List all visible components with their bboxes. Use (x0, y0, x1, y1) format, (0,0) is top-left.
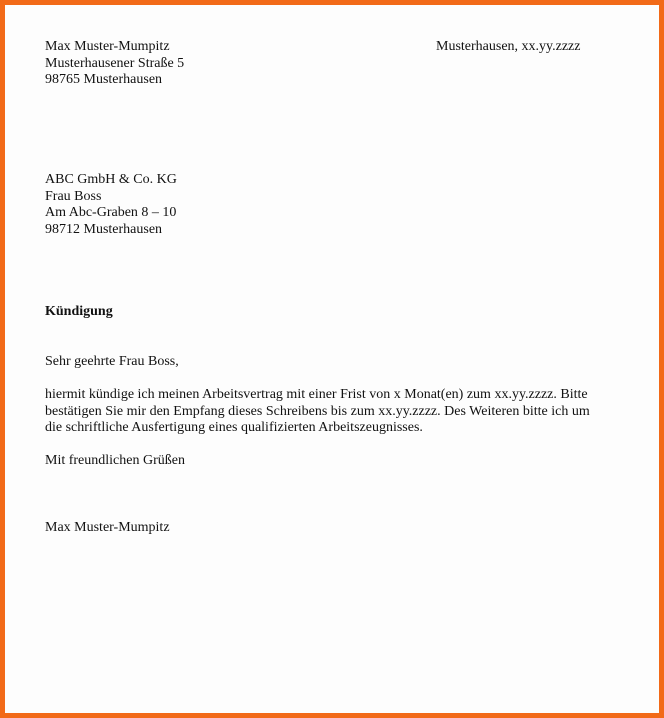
recipient-contact: Frau Boss (45, 188, 102, 204)
signature-name: Max Muster-Mumpitz (45, 520, 170, 535)
place-and-date: Musterhausen, xx.yy.zzzz (436, 39, 581, 54)
closing-phrase: Mit freundlichen Grüßen (45, 453, 185, 468)
letter-subject: Kündigung (45, 304, 113, 319)
sender-name: Max Muster-Mumpitz (45, 39, 170, 54)
recipient-company: ABC GmbH & Co. KG (45, 172, 177, 187)
sender-city: 98765 Musterhausen (45, 72, 163, 88)
body-line: die schriftliche Ausfertigung eines qualifizierten Arbeitszeugnisses. (45, 420, 423, 436)
recipient-address (45, 172, 177, 238)
body-line: hiermit kündige ich meinen Arbeitsvertrag mit einer Frist von x Monat(en) zum xx.yy.zzzz. Bitte (45, 387, 588, 402)
letter-body (45, 387, 625, 437)
recipient-city: 98712 Musterhausen (45, 221, 163, 237)
sender-address (45, 39, 184, 89)
salutation: Sehr geehrte Frau Boss, (45, 354, 179, 369)
sender-street: Musterhausener Straße 5 (45, 55, 185, 71)
recipient-street: Am Abc-Graben 8 – 10 (45, 205, 177, 221)
body-line: bestätigen Sie mir den Empfang dieses Schreibens bis zum xx.yy.zzzz. Des Weiteren bitte ich um (45, 403, 590, 419)
